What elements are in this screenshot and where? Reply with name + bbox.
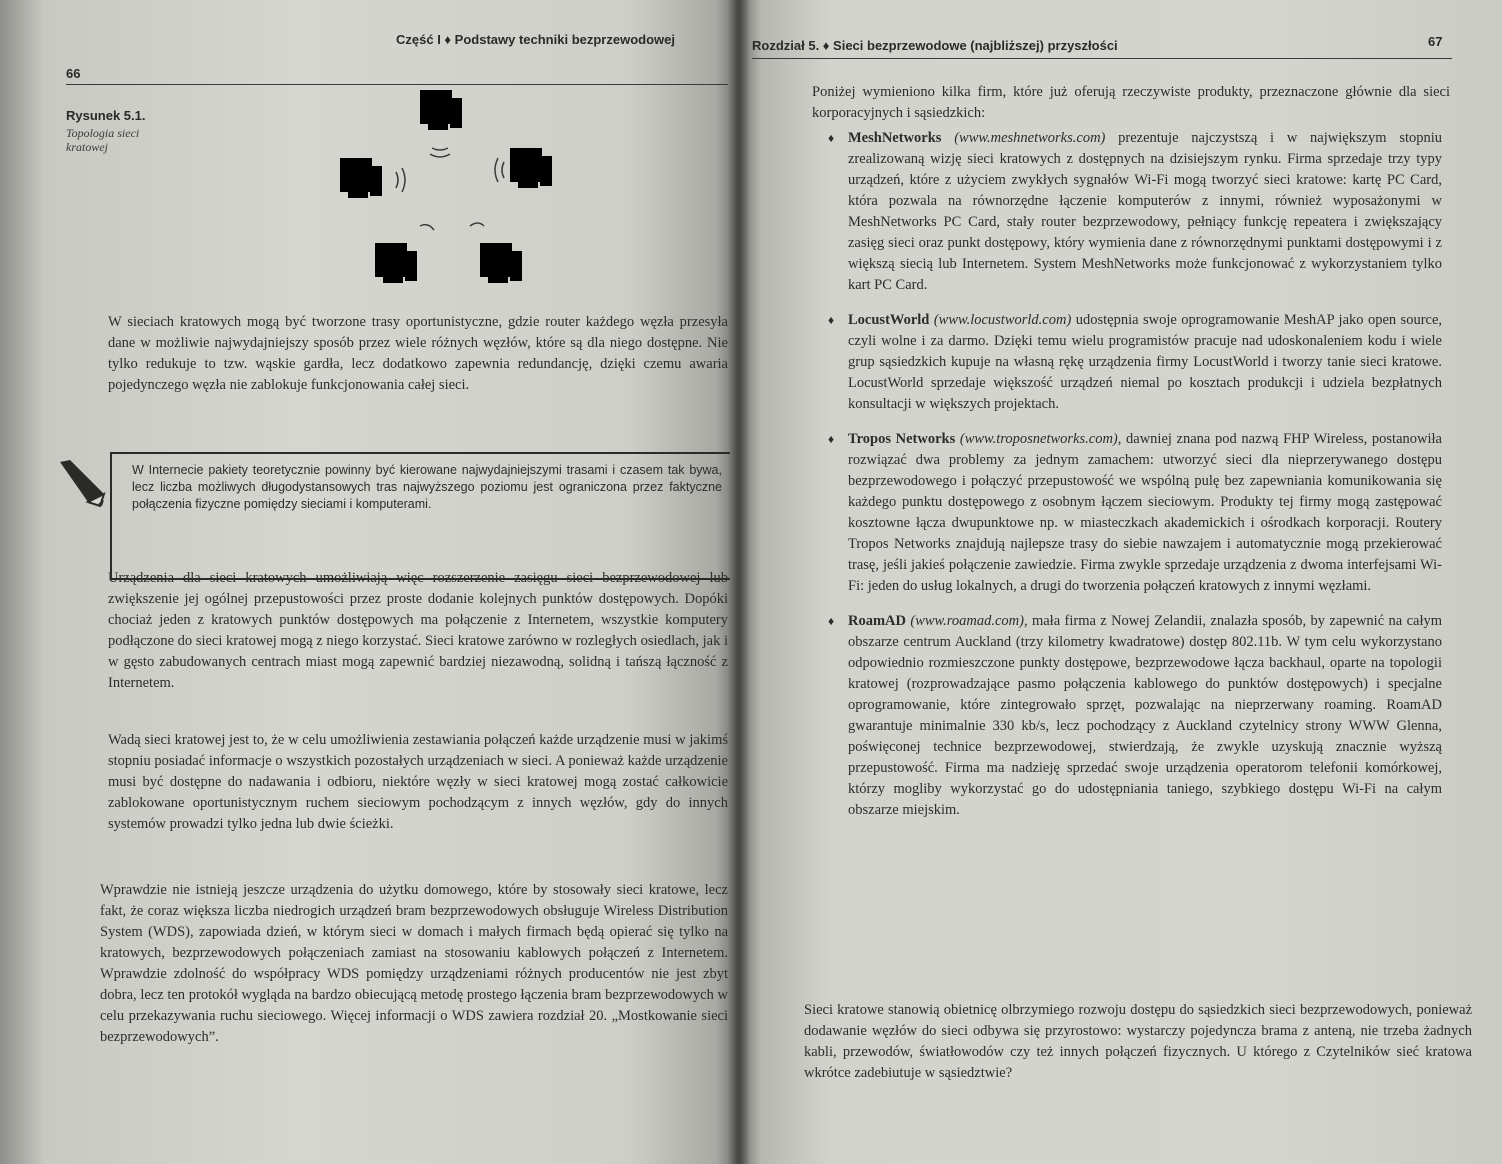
left-paragraph-2: Urządzenia dla sieci kratowych umożliwiają więc rozszerzenie zasięgu sieci bezprzewodowej lub zwiększenie jej ogólnej przepustowości przez proste dodanie kolejnych punktów dostępowych. Dopóki chociaż jeden z kratowych punktów dostępowych ma połączenie z Internetem, wszystkie komputery podłączone do sieci kratowej mogą z niego korzystać. Sieci kratowe zarówno w rozległych osiedlach, jak i w gęsto zabudowanych centrach miast mogą zapewnić bardziej niezawodną, solidną i tańszą łączność z Internetem.	[108, 570, 728, 691]
right-page-number: 67	[1428, 34, 1443, 49]
right-head-rule	[752, 58, 1452, 59]
mesh-node-icon	[375, 243, 417, 283]
left-page	[0, 0, 738, 1164]
bullet-diamond-icon: ♦	[828, 131, 835, 145]
company-name: RoamAD	[848, 613, 906, 629]
mesh-node-icon	[340, 158, 382, 198]
right-running-head: Rozdział 5. ♦ Sieci bezprzewodowe (najbliższej) przyszłości	[752, 38, 1118, 53]
left-running-head: Część I ♦ Podstawy techniki bezprzewodowej	[396, 32, 675, 47]
company-url: (www.roamad.com)	[910, 613, 1024, 629]
mesh-topology-diagram	[320, 88, 590, 298]
note-text: W Internecie pakiety teoretycznie powinny być kierowane najwydajniejszymi trasami i czasem tak bywa, lecz liczba możliwych długodystansowych tras najwyższego poziomu jest ograniczona przez faktyczne połączenia fizyczne pomiędzy sieciami i komputerami.	[132, 463, 722, 511]
company-url: (www.troposnetworks.com)	[959, 431, 1118, 447]
company-name: MeshNetworks	[848, 130, 942, 146]
list-item	[828, 310, 1442, 415]
bullet-diamond-icon: ♦	[828, 614, 835, 628]
book-gutter	[728, 0, 750, 1164]
figure-label: Rysunek 5.1.	[66, 108, 146, 123]
wireless-signal-icon	[396, 148, 504, 230]
right-closing-paragraph: Sieci kratowe stanowią obietnicę olbrzymiego rozwoju dostępu do sąsiedzkich sieci bezprzewodowych, ponieważ dodawanie węzłów do sieci odbywa się przyrostowo: wystarczy pojedyncza brama z anteną, nie trzeba żadnych kabli, przewodów, światłowodów czy też innych połączeń fizycznych. U którego z Czytelników sieć kratowa wkrótce zadebiutuje w sąsiedztwie?	[804, 1002, 1472, 1081]
company-url: (www.locustworld.com)	[933, 312, 1072, 328]
company-description: prezentuje najczystszą i w największym stopniu zrealizowaną wizję sieci kratowych z dostępnych na dzisiejszym rynku. Firma sprzedaje trzy typy urządzeń, które z użyciem zwykłych sygnałów Wi-Fi mogą tworzyć sieci kratowe: kartę PC Card, która pozwala na równorzędne łączenie komputerów z innymi, również wyposażonymi w MeshNetworks PC Card, stały router bezprzewodowy, pełniący funkcję repeatera i zwiększający zasięg sieci oraz punkt dostępowy, który wymienia dane z równorzędnymi punktami dostępowymi i z większą siecią lub Internetem. System MeshNetworks może funkcjonować z wykorzystaniem tylko kart PC Card.	[848, 130, 1443, 293]
company-description: , dawniej znana pod nazwą FHP Wireless, postanowiła rozwiązać dwa problemy za jednym zamachem: utworzyć sieci dla nieprzerywanego dostępu bezprzewodowego i połączyć przepustowość we wspólną pulę bez zapewniania komunikowania się każdego punktu dostępowego z osobnym łączem sieciowym. Produkty tej firmy mogą zastępować kosztowne łącza dwupunktowe np. w miasteczkach akademickich i ośrodkach korporacji. Routery Tropos Networks znajdują najlepsze trasy do siebie nawzajem i automatycznie mogą przekierować trasę, jeśli jakieś połączenie zawiedzie. Firma zwykle sprzedaje urządzenia z dwoma interfejsami Wi-Fi: jeden do usług lokalnych, a drugi do tworzenia połączeń kratowych z innymi węzłami.	[848, 431, 1442, 594]
pencil-note-icon	[54, 456, 110, 512]
mesh-node-icon	[480, 243, 522, 283]
left-paragraph-1: W sieciach kratowych mogą być tworzone trasy oportunistyczne, gdzie router każdego węzła przesyła dane w możliwie najwydajniejszy sposób przez wiele różnych węzłów, które są dla niego dostępne. Nie tylko redukuje to tzw. wąskie gardła, lecz dodatkowo zapewnia redundancję, dzięki czemu awaria pojedynczego węzła nie zablokuje funkcjonowania całej sieci.	[108, 314, 728, 393]
left-paragraph-4: Wprawdzie nie istnieją jeszcze urządzenia do użytku domowego, które by stosowały sieci kratowe, lecz fakt, że coraz większa liczba niedrogich urządzeń bram bezprzewodowych obsługuje Wireless Distribution System (WDS), zapowiada dzień, w którym sieci w domach i małych firmach będą opierać się tylko na kratowych, bezprzewodowych połączeniach zamiast na stosowaniu kablowych połączeń z Internetem. Wprawdzie zdolność do współpracy WDS pomiędzy urządzeniami różnych producentów nie jest zbyt dobra, lecz ten protokół wygląda na bardzo obiecującą metodę prostego łączenia bram bezprzewodowych w celu przekazywania ruchu sieciowego. Więcej informacji o WDS zawiera rozdział 20. „Mostkowanie sieci bezprzewodowych”.	[100, 882, 728, 1045]
bullet-diamond-icon: ♦	[828, 313, 835, 327]
company-url: (www.meshnetworks.com)	[954, 130, 1106, 146]
company-name: Tropos Networks	[848, 431, 956, 447]
list-item	[828, 429, 1442, 597]
left-page-number: 66	[66, 66, 81, 81]
company-name: LocustWorld	[848, 312, 930, 328]
figure-caption: Topologia sieci kratowej	[66, 126, 140, 154]
left-paragraph-3: Wadą sieci kratowej jest to, że w celu umożliwienia zestawiania połączeń każde urządzenie musi w jakimś stopniu posiadać informacje o wszystkich pozostałych urządzeniach w sieci. A ponieważ każde urządzenie musi być dostępne do nadawania i odbioru, niektóre węzły w sieci kratowej mogą zostać całkowicie zablokowane oportunistycznym ruchem sieciowym pochodzącym z innych węzłów, gdy do innych systemów prowadzi tylko jedna lub dwie ścieżki.	[108, 732, 728, 832]
bullet-diamond-icon: ♦	[828, 432, 835, 446]
company-description: , mała firma z Nowej Zelandii, znalazła sposób, by zapewnić na całym obszarze centrum Auckland (trzy kilometry kwadratowe) dostęp 802.11b. W tym celu wykorzystano odpowiednio rozmieszczone punkty dostępowe, bezprzewodowe łącza backhaul, oparte na topologii kratowej (rozprowadzające pasmo połączenia kablowego do punktów dostępowych) i specjalne oprogramowanie, które zintegrowało sprzęt, pozwalając na nieprzerwany roaming. RoamAD gwarantuje minimalnie 330 kb/s, lecz pochodzący z Auckland czytelnicy strony WWW Glenna, poświęconej technice bezprzewodowej, stwierdzają, że zwykle uzyskują znacznie wyższą przepustowość. Firma ma nadzieję sprzedać swoje urządzenia operatorom telefonii komórkowej, którzy mogliby wykorzystać go do udostępniania taniego, szybkiego dostępu Wi-Fi na całym obszarze miejskim.	[848, 613, 1442, 818]
company-description: udostępnia swoje oprogramowanie MeshAP jako open source, czyli wolne i za darmo. Dzięki temu wielu programistów pracuje nad udoskonaleniem kodu i wiele grup sąsiedzkich kupuje na własną rękę urządzenia firmy LocustWorld i tworzy tanie sieci kratowe. LocustWorld sprzedaje większość urządzeń niemal po kosztach produkcji i udziela bezpłatnych konsultacji w większych projektach.	[848, 312, 1443, 412]
mesh-node-icon	[420, 90, 462, 130]
right-intro: Poniżej wymieniono kilka firm, które już oferują rzeczywiste produkty, przeznaczone głównie dla sieci korporacyjnych i sąsiedzkich:	[812, 84, 1450, 121]
mesh-node-icon	[510, 148, 552, 188]
list-item	[828, 128, 1442, 296]
list-item	[828, 611, 1442, 821]
company-list	[828, 128, 1442, 835]
left-head-rule	[66, 84, 728, 85]
